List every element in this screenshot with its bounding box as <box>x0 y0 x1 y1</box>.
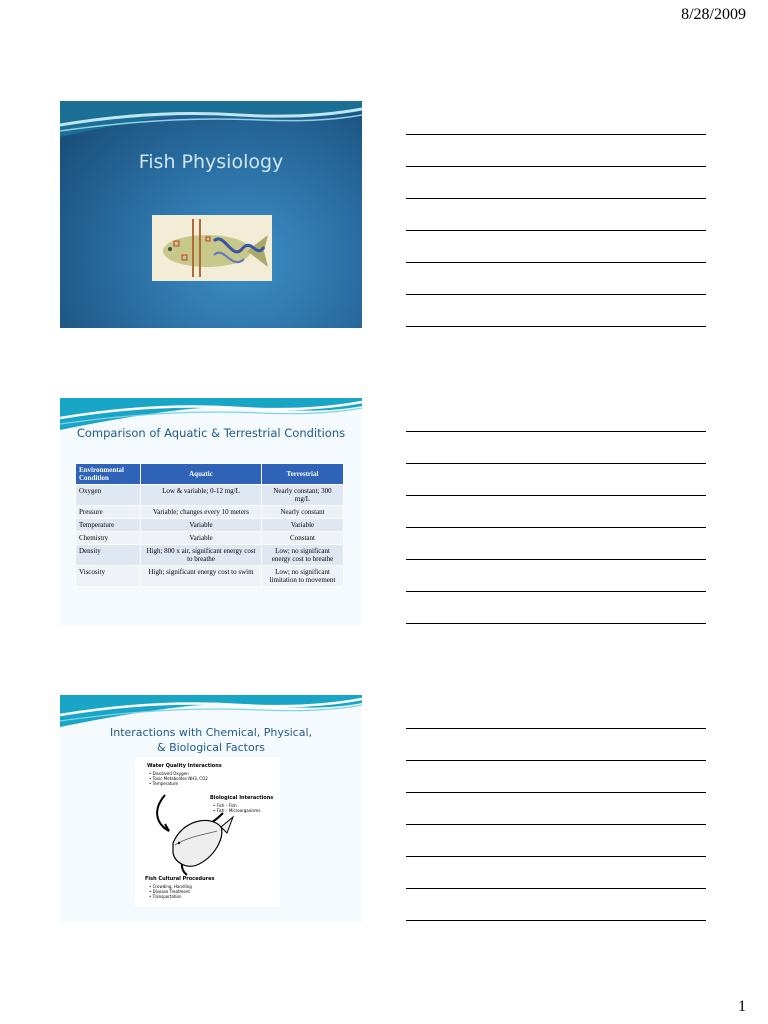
note-line <box>406 198 706 199</box>
note-line <box>406 920 706 921</box>
note-line <box>406 326 706 327</box>
table-cell: Variable <box>141 532 262 545</box>
interactions-diagram <box>135 757 280 907</box>
note-line <box>406 527 706 528</box>
column-header: Aquatic <box>141 464 262 485</box>
table-header-row <box>76 464 344 485</box>
note-line <box>406 824 706 825</box>
note-line <box>406 463 706 464</box>
list-item: • Dissolved Oxygen <box>149 771 208 776</box>
table-cell: Pressure <box>76 506 141 519</box>
fish-cultural-label: Fish Cultural Procedures <box>145 876 215 882</box>
table-cell: Density <box>76 545 141 566</box>
list-item: • Fish – Microorganisms <box>213 808 260 813</box>
note-line <box>406 559 706 560</box>
comparison-table <box>75 463 344 587</box>
table-cell: Variable <box>141 519 262 532</box>
note-line <box>406 294 706 295</box>
table-row <box>76 566 344 587</box>
table-cell: Variable; changes every 10 meters <box>141 506 262 519</box>
slide-3-title-line-1: Interactions with Chemical, Physical, <box>109 726 312 739</box>
note-line <box>406 495 706 496</box>
fish-cultural-list <box>149 884 192 899</box>
slide-3-title-line-2: & Biological Factors <box>157 741 265 754</box>
note-line <box>406 856 706 857</box>
slide-1-thumbnail <box>60 101 362 328</box>
table-row <box>76 532 344 545</box>
fish-illustration <box>152 215 272 281</box>
slide-2-thumbnail <box>60 398 362 625</box>
print-date: 8/28/2009 <box>681 6 746 23</box>
slide-3-thumbnail <box>60 695 362 922</box>
table-cell: Nearly constant <box>262 506 344 519</box>
table-cell: Low & variable; 0-12 mg/L <box>141 485 262 506</box>
table-cell: High; significant energy cost to swim <box>141 566 262 587</box>
note-line <box>406 792 706 793</box>
table-cell: Chemistry <box>76 532 141 545</box>
table-cell: Constant <box>262 532 344 545</box>
table-cell: Low; no significant energy cost to breathe <box>262 545 344 566</box>
note-line <box>406 623 706 624</box>
column-header: Terrestrial <box>262 464 344 485</box>
note-line <box>406 166 706 167</box>
table-cell: Variable <box>262 519 344 532</box>
list-item: • Toxic Metabolites NH3, CO2 <box>149 776 208 781</box>
table-cell: Temperature <box>76 519 141 532</box>
biological-label: Biological Interactions <box>210 795 274 801</box>
water-quality-label: Water Quality Interactions <box>147 763 222 769</box>
table-cell: High; 800 x air, significant energy cost to breathe <box>141 545 262 566</box>
list-item: • Temperature <box>149 781 208 786</box>
note-line <box>406 728 706 729</box>
list-item: • Transportation <box>149 894 192 899</box>
wave-decoration <box>60 101 362 143</box>
note-line <box>406 760 706 761</box>
slide-2-title: Comparison of Aquatic & Terrestrial Conditions <box>76 426 346 440</box>
table-cell: Oxygen <box>76 485 141 506</box>
table-cell: Nearly constant; 300 mg/L <box>262 485 344 506</box>
list-item: • Crowding, Handling <box>149 884 192 889</box>
slide-1-title: Fish Physiology <box>138 151 284 173</box>
table-cell: Low; no significant limitation to movement <box>262 566 344 587</box>
table-row <box>76 485 344 506</box>
list-item: • Fish – Fish <box>213 803 260 808</box>
note-line <box>406 262 706 263</box>
column-header: Environmental Condition <box>76 464 141 485</box>
note-line <box>406 591 706 592</box>
table-row <box>76 506 344 519</box>
table-row <box>76 519 344 532</box>
note-line <box>406 134 706 135</box>
note-line <box>406 888 706 889</box>
note-line <box>406 431 706 432</box>
list-item: • Disease Treatment <box>149 889 192 894</box>
table-row <box>76 545 344 566</box>
page-number: 1 <box>738 998 746 1015</box>
slide-3-title <box>60 725 362 755</box>
note-line <box>406 230 706 231</box>
table-cell: Viscosity <box>76 566 141 587</box>
